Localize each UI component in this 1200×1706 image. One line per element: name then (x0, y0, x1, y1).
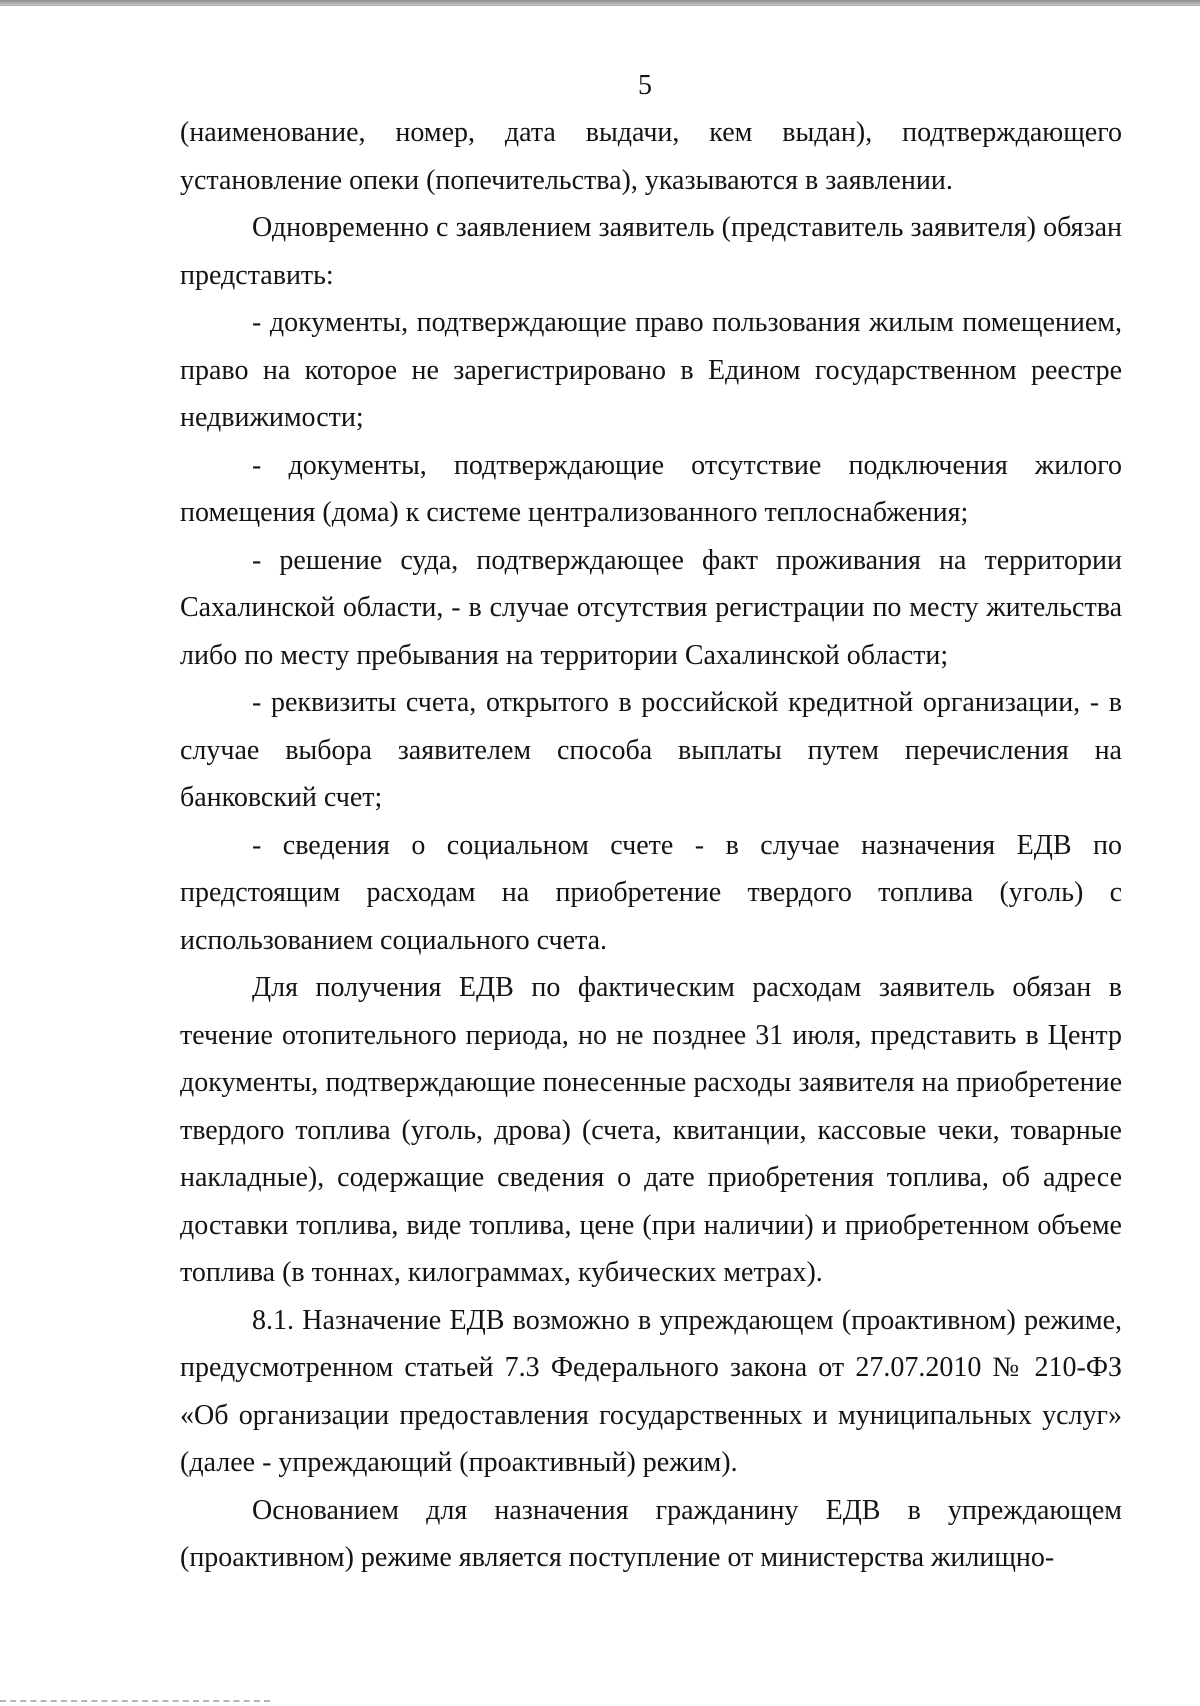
document-body (180, 109, 1122, 1582)
scan-edge-top (0, 0, 1200, 6)
paragraph-section-8-1: 8.1. Назначение ЕДВ возможно в упреждающем (проактивном) режиме, предусмотренном статьей 7.3 Федерального закона от 27.07.2010 № 210-ФЗ «Об организации предоставления государственных и муниципальных услуг» (далее - упреждающий (проактивный) режим). (180, 1304, 1122, 1478)
list-item-heating-connection-documents: - документы, подтверждающие отсутствие подключения жилого помещения (дома) к системе централизованного теплоснабжения; (180, 449, 1122, 528)
paragraph-actual-expenses: Для получения ЕДВ по фактическим расходам заявитель обязан в течение отопительного периода, но не позднее 31 июля, представить в Центр документы, подтверждающие понесенные расходы заявителя на приобретение твердого топлива (уголь, дрова) (счета, квитанции, кассовые чеки, товарные накладные), содержащие сведения о дате приобретения топлива, об адресе доставки топлива, виде топлива, цене (при наличии) и приобретенном объеме топлива (в тоннах, килограммах, кубических метрах). (180, 972, 1122, 1288)
scan-edge-bottom (0, 1700, 270, 1702)
list-item-bank-account-details: - реквизиты счета, открытого в российской кредитной организации, - в случае выбора заявителем способа выплаты путем перечисления на банковский счет; (180, 687, 1122, 813)
list-item-housing-rights-documents: - документы, подтверждающие право пользования жилым помещением, право на которое не зарегистрировано в Едином государственном реестре недвижимости; (180, 307, 1122, 433)
list-item-social-account-info: - сведения о социальном счете - в случае назначения ЕДВ по предстоящим расходам на приобретение твердого топлива (уголь) с использованием социального счета. (180, 829, 1122, 956)
list-item-court-decision: - решение суда, подтверждающее факт проживания на территории Сахалинской области, - в случае отсутствия регистрации по месту жительства либо по месту пребывания на территории Сахалинской области; (180, 544, 1122, 671)
page-number: 5 (638, 70, 652, 101)
paragraph-proactive-basis: Основанием для назначения гражданину ЕДВ в упреждающем (проактивном) режиме является поступление от министерства жилищно- (180, 1494, 1122, 1573)
paragraph-applicant-obligations: Одновременно с заявлением заявитель (представитель заявителя) обязан представить: (180, 212, 1122, 291)
paragraph-guardianship-document: (наименование, номер, дата выдачи, кем выдан), подтверждающего установление опеки (попечительства), указываются в заявлении. (180, 117, 1122, 196)
